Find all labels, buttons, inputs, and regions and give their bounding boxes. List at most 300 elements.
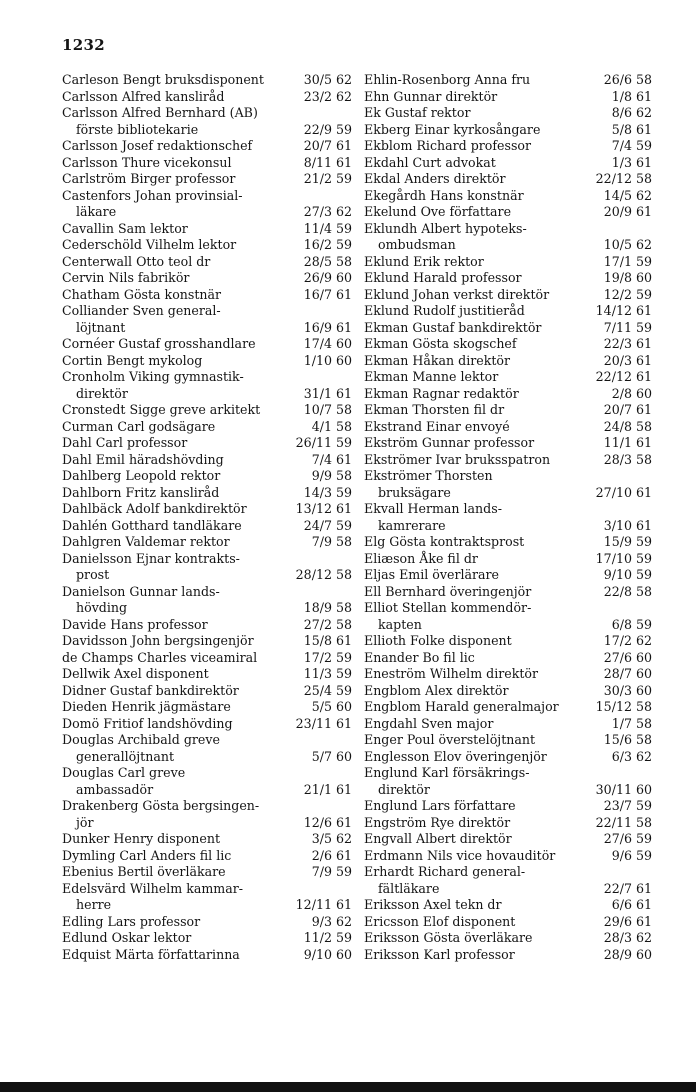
entry-name: Ekman Håkan direktör xyxy=(364,352,510,368)
entry-date: 29/6 61 xyxy=(603,913,652,929)
entry-date: 30/3 60 xyxy=(603,682,652,698)
entry-date: 15/8 61 xyxy=(303,633,352,648)
entry-date: 27/2 58 xyxy=(303,616,352,632)
entry-name: Danielson Gunnar lands- xyxy=(62,583,220,599)
entry-date: 23/11 61 xyxy=(295,715,352,731)
entry-name: Curman Carl godsägare xyxy=(62,418,216,434)
entry-name: Cronstedt Sigge greve arkitekt xyxy=(62,402,261,417)
list-item xyxy=(364,848,652,865)
entry-name: Engström Rye direktör xyxy=(364,814,511,830)
list-item xyxy=(364,551,652,568)
list-item xyxy=(62,947,352,964)
entry-name-block xyxy=(62,947,240,964)
entry-name-block xyxy=(364,452,550,469)
entry-name-block xyxy=(62,105,258,138)
list-item xyxy=(62,650,352,667)
entry-date: 28/9 60 xyxy=(603,946,652,962)
entry-name: Eljas Emil överlärare xyxy=(364,567,500,582)
entry-date: 20/3 61 xyxy=(603,352,652,368)
entry-date: 28/7 60 xyxy=(603,666,652,681)
entry-date: 23/7 59 xyxy=(603,798,652,813)
entry-name: Ekdal Anders direktör xyxy=(364,171,506,186)
entry-date: 1/10 60 xyxy=(303,352,352,368)
entry-name-block xyxy=(62,699,231,716)
entry-name-block xyxy=(364,221,527,254)
list-item xyxy=(364,947,652,964)
entry-name-block xyxy=(62,468,220,485)
entry-name-block xyxy=(62,171,235,188)
entry-date: 17/4 60 xyxy=(303,336,352,351)
entry-name: Eklund Erik rektor xyxy=(364,253,484,269)
entry-name-block xyxy=(364,633,512,650)
entry-name-block xyxy=(364,914,515,931)
entry-name-continuation: läkare xyxy=(76,204,117,219)
list-item xyxy=(62,666,352,683)
entry-name-block xyxy=(364,72,530,89)
entry-name-block xyxy=(62,237,236,254)
entry-name: Erdmann Nils vice hovauditör xyxy=(364,847,556,863)
entry-name-block xyxy=(364,105,470,122)
list-item xyxy=(62,831,352,848)
entry-name: Carlström Birger professor xyxy=(62,171,236,186)
list-item xyxy=(62,221,352,238)
entry-name: Ekvall Herman lands- xyxy=(364,501,502,516)
entry-date: 8/11 61 xyxy=(303,154,352,170)
entry-name-continuation: ombudsman xyxy=(378,237,456,252)
list-item xyxy=(62,716,352,733)
entry-name-block xyxy=(62,485,219,502)
entry-name: Eriksson Karl professor xyxy=(364,946,515,962)
entry-name: Cavallin Sam lektor xyxy=(62,220,188,236)
list-item xyxy=(62,518,352,535)
entry-name-block xyxy=(364,353,510,370)
entry-name: Castenfors Johan provinsial- xyxy=(62,187,243,203)
list-item xyxy=(62,72,352,89)
entry-name: Edquist Märta författarinna xyxy=(62,946,240,962)
entry-date: 15/6 58 xyxy=(603,732,652,747)
entry-date: 23/2 62 xyxy=(303,88,352,104)
entry-date: 3/10 61 xyxy=(603,517,652,533)
entry-date: 3/5 62 xyxy=(311,831,352,846)
entry-name-block xyxy=(364,188,524,205)
entry-name-continuation: förste bibliotekarie xyxy=(76,121,199,137)
entry-date: 26/6 58 xyxy=(603,72,652,87)
entry-name: Carlsson Thure vicekonsul xyxy=(62,154,232,170)
list-item xyxy=(364,732,652,749)
entry-name: Carleson Bengt bruksdisponent xyxy=(62,72,264,87)
entry-date: 16/9 61 xyxy=(303,319,352,335)
entry-date: 9/3 62 xyxy=(311,913,352,929)
entry-date: 1/8 61 xyxy=(611,88,652,104)
list-item xyxy=(62,468,352,485)
list-item xyxy=(62,369,352,402)
entry-name-continuation: generallöjtnant xyxy=(76,748,175,764)
entry-name-block xyxy=(62,72,264,89)
entry-date: 7/9 58 xyxy=(311,534,352,549)
list-item xyxy=(364,666,652,683)
entry-name-block xyxy=(364,864,525,897)
entry-name-block xyxy=(62,534,230,551)
entry-name-block xyxy=(364,254,484,271)
entry-name: Engdahl Sven major xyxy=(364,715,494,731)
entry-name-continuation: herre xyxy=(76,897,112,912)
entry-name: Enander Bo fil lic xyxy=(364,649,475,665)
entry-name: Ellioth Folke disponent xyxy=(364,633,512,648)
entry-date: 22/7 61 xyxy=(603,880,652,896)
entry-date: 16/7 61 xyxy=(303,286,352,302)
list-item xyxy=(62,732,352,765)
entry-date: 27/3 62 xyxy=(303,204,352,219)
entry-name-block xyxy=(364,419,510,436)
entry-name-block xyxy=(364,138,531,155)
list-item xyxy=(62,683,352,700)
entry-date: 5/5 60 xyxy=(311,699,352,714)
entry-name: Englund Karl försäkrings- xyxy=(364,765,530,780)
entry-date: 1/3 61 xyxy=(611,154,652,170)
entry-name-block xyxy=(62,518,242,535)
entry-date: 10/7 58 xyxy=(303,402,352,417)
entry-date: 20/9 61 xyxy=(603,204,652,219)
entry-date: 5/8 61 xyxy=(611,121,652,137)
list-item xyxy=(364,716,652,733)
entry-date: 11/2 59 xyxy=(303,930,352,945)
list-item xyxy=(364,89,652,106)
entry-name: Ekman Gösta skogschef xyxy=(364,336,517,351)
list-item xyxy=(364,188,652,205)
entry-date: 17/1 59 xyxy=(603,253,652,269)
entry-name-block xyxy=(364,534,524,551)
entry-name-block xyxy=(62,254,210,271)
entry-name-block xyxy=(62,452,224,469)
entry-name: Dymling Carl Anders fil lic xyxy=(62,847,232,863)
list-item xyxy=(62,105,352,138)
entry-date: 12/6 61 xyxy=(303,814,352,830)
entry-date: 9/6 59 xyxy=(611,847,652,863)
entry-name: Davidsson John bergsingenjör xyxy=(62,633,254,648)
entry-name-block xyxy=(62,666,209,683)
entry-date: 14/12 61 xyxy=(595,303,652,318)
entry-name: Englesson Elov överingenjör xyxy=(364,748,547,764)
entry-name: Engvall Albert direktör xyxy=(364,831,512,846)
entry-name: Ekman Gustaf bankdirektör xyxy=(364,319,542,335)
entry-date: 26/11 59 xyxy=(295,435,352,450)
entry-date: 22/12 58 xyxy=(595,171,652,186)
entry-date: 22/11 58 xyxy=(595,814,652,830)
entry-date: 7/11 59 xyxy=(603,319,652,335)
list-item xyxy=(364,897,652,914)
entry-name: Dunker Henry disponent xyxy=(62,831,221,846)
entry-name: Dahlborn Fritz kansliråd xyxy=(62,484,220,500)
entry-name-block xyxy=(364,303,525,320)
entry-name: Eklund Johan verkst direktör xyxy=(364,286,550,302)
entry-name: Edelsvärd Wilhelm kammar- xyxy=(62,880,244,896)
entry-name: Eklundh Albert hypoteks- xyxy=(364,220,527,236)
entry-date: 31/1 61 xyxy=(303,385,352,401)
entry-date: 16/2 59 xyxy=(303,237,352,252)
entry-name: Carlsson Josef redaktionschef xyxy=(62,138,253,153)
entry-name-block xyxy=(364,551,478,568)
entry-name-continuation: löjtnant xyxy=(76,319,126,335)
entry-name-block xyxy=(364,369,498,386)
entry-date: 18/9 58 xyxy=(303,600,352,615)
entry-name: Edlund Oskar lektor xyxy=(62,930,192,945)
list-item xyxy=(364,435,652,452)
list-item xyxy=(364,600,652,633)
entry-name-continuation: prost xyxy=(76,567,110,582)
entry-name: Dellwik Axel disponent xyxy=(62,666,209,681)
entry-name-block xyxy=(364,815,510,832)
entry-name-block xyxy=(62,501,247,518)
entry-name-block xyxy=(62,881,243,914)
entry-date: 15/12 58 xyxy=(595,699,652,714)
entry-name: Ell Bernhard överingenjör xyxy=(364,583,532,599)
entry-name: Colliander Sven general- xyxy=(62,303,221,318)
bottom-edge xyxy=(0,1082,696,1092)
entry-date: 2/8 60 xyxy=(611,385,652,401)
entry-name: Douglas Carl greve xyxy=(62,765,186,780)
entry-name: Ekdahl Curt advokat xyxy=(364,154,496,170)
entry-date: 7/4 59 xyxy=(611,138,652,153)
entry-name: Cederschöld Vilhelm lektor xyxy=(62,237,237,252)
list-item xyxy=(62,237,352,254)
list-item xyxy=(62,633,352,650)
list-item xyxy=(62,435,352,452)
list-item xyxy=(62,765,352,798)
entry-date: 7/9 59 xyxy=(311,864,352,879)
list-item xyxy=(364,270,652,287)
entry-name-block xyxy=(364,122,540,139)
entry-date: 17/10 59 xyxy=(595,550,652,566)
entry-name: Cortin Bengt mykolog xyxy=(62,352,203,368)
entry-name-block xyxy=(364,930,533,947)
entry-name-block xyxy=(62,848,231,865)
entry-name-continuation: direktör xyxy=(76,385,128,401)
list-item xyxy=(364,105,652,122)
list-item xyxy=(364,287,652,304)
entry-name-block xyxy=(62,188,243,221)
entry-date: 7/4 61 xyxy=(311,451,352,467)
entry-name-block xyxy=(62,336,256,353)
entry-name: Dahlgren Valdemar rektor xyxy=(62,534,230,549)
entry-name-block xyxy=(62,930,191,947)
entry-name-block xyxy=(62,551,240,584)
entry-name-block xyxy=(62,683,239,700)
list-item xyxy=(364,914,652,931)
entry-date: 17/2 59 xyxy=(303,649,352,665)
entry-name: Engblom Harald generalmajor xyxy=(364,699,559,714)
list-item xyxy=(62,485,352,502)
entry-name-block xyxy=(364,468,493,501)
entry-name: Ehn Gunnar direktör xyxy=(364,88,498,104)
entry-name-block xyxy=(62,831,220,848)
entry-date: 2/6 61 xyxy=(311,847,352,863)
entry-name-continuation: hövding xyxy=(76,600,128,615)
list-item xyxy=(364,864,652,897)
entry-name-block xyxy=(364,600,531,633)
list-item xyxy=(62,551,352,584)
entry-name-block xyxy=(62,155,232,172)
list-item xyxy=(62,402,352,419)
entry-name-block xyxy=(364,947,515,964)
entry-date: 20/7 61 xyxy=(303,138,352,153)
list-item xyxy=(364,171,652,188)
entry-date: 27/10 61 xyxy=(595,484,652,500)
entry-name-block xyxy=(364,320,541,337)
entry-name: Erhardt Richard general- xyxy=(364,864,526,879)
entry-date: 1/7 58 xyxy=(611,715,652,731)
entry-name: Ekströmer Thorsten xyxy=(364,468,493,483)
entry-date: 11/3 59 xyxy=(303,666,352,681)
list-item xyxy=(364,930,652,947)
entry-name: Eklund Rudolf justitieråd xyxy=(364,303,525,318)
entry-name-continuation: fältläkare xyxy=(378,880,440,896)
entry-name: Danielsson Ejnar kontrakts- xyxy=(62,550,240,566)
entry-date: 13/12 61 xyxy=(295,501,352,516)
list-item xyxy=(62,617,352,634)
list-item xyxy=(364,650,652,667)
list-item xyxy=(364,699,652,716)
entry-name-block xyxy=(364,650,475,667)
entry-date: 30/5 62 xyxy=(303,72,352,87)
list-item xyxy=(62,171,352,188)
entry-name: Ekman Ragnar redaktör xyxy=(364,385,519,401)
entry-date: 9/10 59 xyxy=(603,567,652,582)
entry-name: Dahlbäck Adolf bankdirektör xyxy=(62,501,247,516)
entry-name: Enger Poul överstelöjtnant xyxy=(364,732,536,747)
list-item xyxy=(364,369,652,386)
entry-date: 22/8 58 xyxy=(603,583,652,599)
entry-name: Douglas Archibald greve xyxy=(62,732,220,747)
entry-name-continuation: kapten xyxy=(378,616,422,632)
entry-name-block xyxy=(364,683,509,700)
list-item xyxy=(364,584,652,601)
list-item xyxy=(364,138,652,155)
entry-date: 22/12 61 xyxy=(595,369,652,384)
entry-name-block xyxy=(62,732,220,765)
entry-name: Ek Gustaf rektor xyxy=(364,105,471,120)
list-item xyxy=(364,122,652,139)
entry-name: Cornéer Gustaf grosshandlare xyxy=(62,336,256,351)
entry-date: 26/9 60 xyxy=(303,270,352,285)
entry-name-block xyxy=(364,798,516,815)
entry-name-block xyxy=(364,287,549,304)
entry-name-block xyxy=(62,287,221,304)
entry-name: Dahl Emil häradshövding xyxy=(62,451,224,467)
entry-name-continuation: ambassadör xyxy=(76,781,154,797)
entry-name: Dahlén Gotthard tandläkare xyxy=(62,517,242,533)
entry-date: 11/4 59 xyxy=(303,220,352,236)
entry-name: Ebenius Bertil överläkare xyxy=(62,864,226,879)
entry-name-block xyxy=(364,749,547,766)
entry-name: Domö Fritiof landshövding xyxy=(62,715,233,731)
entry-date: 12/11 61 xyxy=(295,897,352,912)
entry-date: 17/2 62 xyxy=(603,633,652,648)
entry-name: de Champs Charles viceamiral xyxy=(62,649,258,665)
entry-date: 20/7 61 xyxy=(603,402,652,417)
entry-name-block xyxy=(62,716,233,733)
list-item xyxy=(62,501,352,518)
entry-name: Dahlberg Leopold rektor xyxy=(62,468,221,483)
entry-name: Davide Hans professor xyxy=(62,616,208,632)
entry-name-block xyxy=(364,155,496,172)
entry-name-block xyxy=(364,89,497,106)
entry-name-continuation: kamrerare xyxy=(378,517,446,533)
list-item xyxy=(62,881,352,914)
entry-name-block xyxy=(62,584,220,617)
list-item xyxy=(62,155,352,172)
entry-name: Ekströmer Ivar bruksspatron xyxy=(364,451,551,467)
list-item xyxy=(62,89,352,106)
entry-name-block xyxy=(364,501,502,534)
entry-name: Ekelund Ove författare xyxy=(364,204,512,219)
entry-name: Ericsson Elof disponent xyxy=(364,913,516,929)
entry-name-block xyxy=(62,221,188,238)
entry-date: 11/1 61 xyxy=(603,435,652,450)
entry-name-block xyxy=(364,732,535,749)
entry-name: Centerwall Otto teol dr xyxy=(62,253,211,269)
entry-date: 9/9 58 xyxy=(311,468,352,483)
entry-name-block xyxy=(62,89,225,106)
entry-date: 6/8 59 xyxy=(611,616,652,632)
list-item xyxy=(364,155,652,172)
entry-date: 19/8 60 xyxy=(603,270,652,285)
entry-name-block xyxy=(62,435,187,452)
entry-name: Ekström Gunnar professor xyxy=(364,435,535,450)
list-item xyxy=(364,831,652,848)
list-item xyxy=(62,864,352,881)
entry-name: Ekman Thorsten fil dr xyxy=(364,402,505,417)
entry-date: 14/5 62 xyxy=(603,187,652,203)
entry-name: Didner Gustaf bankdirektör xyxy=(62,682,239,698)
entry-name: Ehlin-Rosenborg Anna fru xyxy=(364,72,531,87)
entry-name-continuation: bruksägare xyxy=(378,484,451,500)
entry-name: Edling Lars professor xyxy=(62,913,201,929)
list-item xyxy=(364,749,652,766)
list-item xyxy=(364,683,652,700)
entry-name: Carlsson Alfred Bernhard (AB) xyxy=(62,105,258,120)
entry-date: 30/11 60 xyxy=(595,781,652,797)
entry-date: 22/9 59 xyxy=(303,121,352,137)
list-item xyxy=(62,303,352,336)
entry-date: 15/9 59 xyxy=(603,534,652,549)
list-item xyxy=(62,914,352,931)
list-item xyxy=(364,303,652,320)
entry-name-block xyxy=(62,765,185,798)
list-item xyxy=(62,930,352,947)
entry-name-block xyxy=(364,386,519,403)
entry-name-block xyxy=(62,633,254,650)
entry-name: Ekegårdh Hans konstnär xyxy=(364,187,524,203)
entry-date: 6/6 61 xyxy=(611,897,652,912)
list-item xyxy=(62,336,352,353)
list-item xyxy=(364,320,652,337)
entry-name-block xyxy=(364,567,499,584)
entry-date: 28/3 58 xyxy=(603,451,652,467)
entry-name-block xyxy=(62,798,259,831)
list-item xyxy=(62,534,352,551)
entry-name-block xyxy=(364,848,555,865)
entry-name: Chatham Gösta konstnär xyxy=(62,286,222,302)
entry-date: 14/3 59 xyxy=(303,484,352,500)
entry-name-block xyxy=(62,419,215,436)
entry-name-block xyxy=(364,716,493,733)
list-item xyxy=(364,221,652,254)
entry-name-continuation: direktör xyxy=(378,781,430,797)
list-item xyxy=(364,419,652,436)
entry-name: Eriksson Gösta överläkare xyxy=(364,930,533,945)
entry-name-block xyxy=(364,336,517,353)
list-item xyxy=(364,336,652,353)
